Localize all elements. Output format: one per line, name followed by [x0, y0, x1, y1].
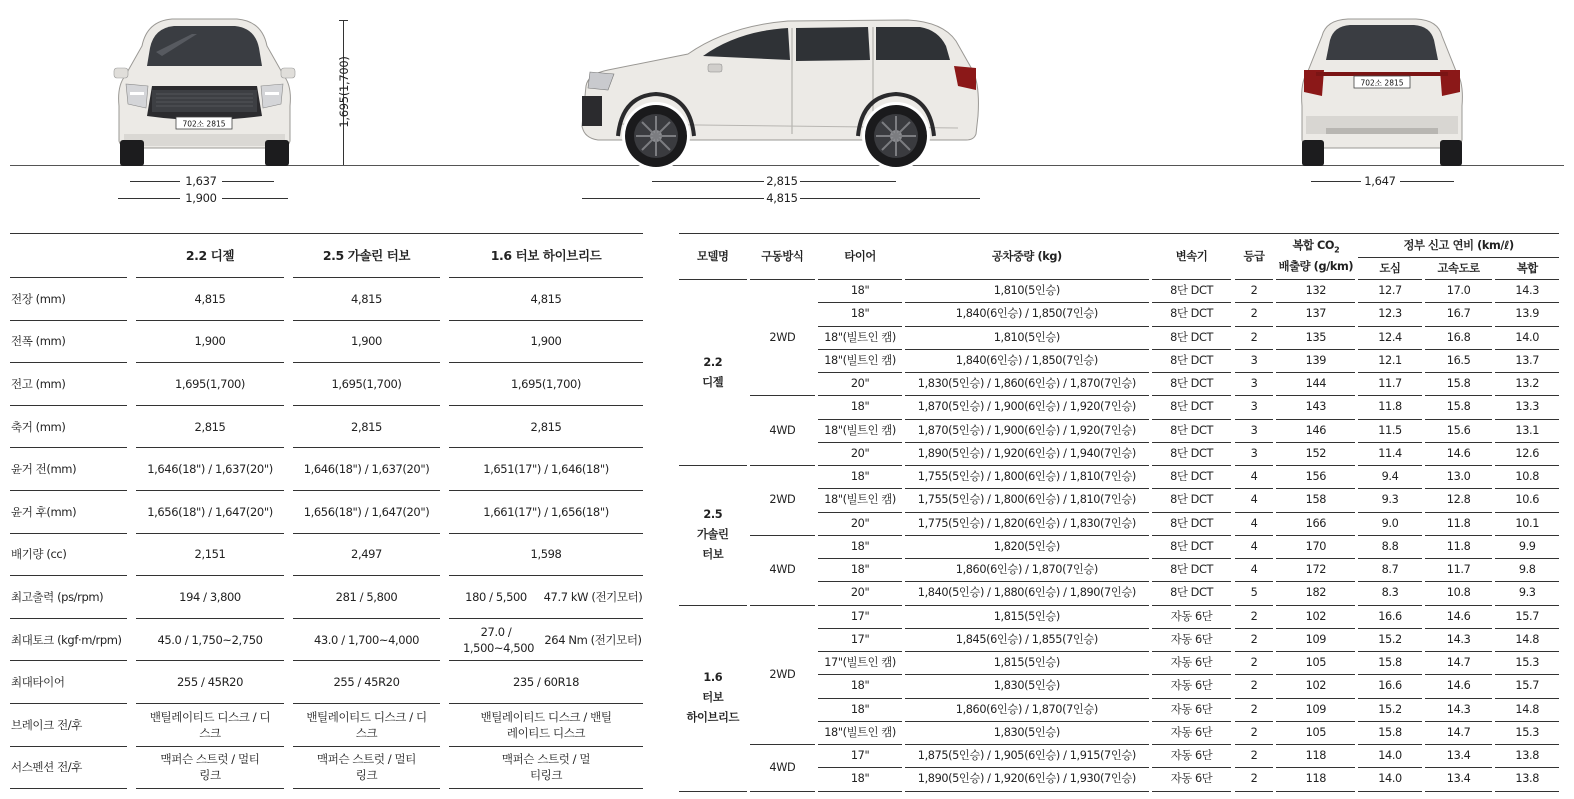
- spec-cell: 2,815: [293, 405, 440, 448]
- eff-header-tire: 타이어: [818, 234, 902, 280]
- eff-drive-cell: 4WD: [750, 535, 815, 605]
- eff-weight: 1,890(5인승) / 1,920(6인승) / 1,940(7인승): [905, 442, 1149, 465]
- eff-trans: 8단 DCT: [1152, 303, 1232, 326]
- spec-cell: 4,815: [449, 278, 643, 321]
- eff-drive-cell: 2WD: [750, 605, 815, 745]
- spec-label: 최대타이어: [10, 661, 127, 704]
- spec-cell: 2,815: [449, 405, 643, 448]
- eff-co2: 137: [1276, 303, 1355, 326]
- spec-cell: 1,900: [293, 320, 440, 363]
- spec-cell: 4,815: [293, 278, 440, 321]
- eff-trans: 8단 DCT: [1152, 466, 1232, 489]
- eff-co2: 166: [1276, 512, 1355, 535]
- eff-model-name: 하이브리드: [686, 711, 740, 724]
- height-dim-label: 1,695(1,700): [337, 56, 351, 128]
- eff-co2: 139: [1276, 349, 1355, 372]
- eff-tire: 18"(빌트인 캠): [818, 721, 902, 744]
- car-side-view-image: [578, 16, 983, 168]
- eff-co2: 172: [1276, 559, 1355, 582]
- eff-city: 9.3: [1358, 489, 1421, 512]
- eff-grade: 2: [1235, 303, 1274, 326]
- eff-trans: 8단 DCT: [1152, 512, 1232, 535]
- eff-city: 11.8: [1358, 396, 1421, 419]
- eff-highway: 14.6: [1425, 442, 1493, 465]
- eff-city: 8.3: [1358, 582, 1421, 605]
- eff-combined: 9.9: [1495, 535, 1559, 558]
- eff-highway: 14.3: [1425, 698, 1493, 721]
- eff-model-cell: [679, 466, 747, 606]
- spec-cell: 1,646(18") / 1,637(20"): [136, 448, 284, 491]
- eff-trans: 8단 DCT: [1152, 489, 1232, 512]
- eff-city: 16.6: [1358, 605, 1421, 628]
- spec-row: [10, 661, 643, 704]
- eff-city: 9.4: [1358, 466, 1421, 489]
- eff-combined: 13.7: [1495, 349, 1559, 372]
- eff-city: 15.8: [1358, 652, 1421, 675]
- spec-row: [10, 618, 643, 661]
- eff-tire: 20": [818, 373, 902, 396]
- eff-weight: 1,840(6인승) / 1,850(7인승): [905, 349, 1149, 372]
- eff-grade: 3: [1235, 349, 1274, 372]
- spec-header-row: [10, 234, 643, 278]
- eff-trans: 8단 DCT: [1152, 419, 1232, 442]
- eff-grade: 2: [1235, 768, 1274, 791]
- front-plate-text: 702소 2815: [182, 119, 226, 129]
- eff-weight: 1,775(5인승) / 1,820(6인승) / 1,830(7인승): [905, 512, 1149, 535]
- eff-trans: 8단 DCT: [1152, 373, 1232, 396]
- spec-label: 윤거 후(mm): [10, 490, 127, 533]
- eff-trans: 자동 6단: [1152, 605, 1232, 628]
- wheelbase-label: 2,815: [766, 174, 798, 188]
- spec-cell: 43.0 / 1,700~4,000: [293, 618, 440, 661]
- eff-co2: 182: [1276, 582, 1355, 605]
- spec-label: 전고 (mm): [10, 363, 127, 406]
- eff-grade: 2: [1235, 721, 1274, 744]
- spec-cell: 1,900: [449, 320, 643, 363]
- eff-co2: 102: [1276, 605, 1355, 628]
- eff-co2: 143: [1276, 396, 1355, 419]
- eff-header-model: 모델명: [679, 234, 747, 280]
- eff-tire: 18": [818, 559, 902, 582]
- eff-highway: 10.8: [1425, 582, 1493, 605]
- spec-cell: 45.0 / 1,750~2,750: [136, 618, 284, 661]
- eff-tire: 18"(빌트인 캠): [818, 489, 902, 512]
- eff-combined: 15.7: [1495, 675, 1559, 698]
- eff-model-name: 2.5: [703, 508, 723, 522]
- eff-header-highway: 고속도로: [1425, 258, 1493, 280]
- eff-grade: 2: [1235, 652, 1274, 675]
- length-label: 4,815: [766, 191, 798, 205]
- eff-co2: 118: [1276, 768, 1355, 791]
- eff-highway: 16.5: [1425, 349, 1493, 372]
- eff-header-trans: 변속기: [1152, 234, 1232, 280]
- efficiency-table: [679, 233, 1559, 792]
- eff-highway: 14.7: [1425, 652, 1493, 675]
- eff-model-name: 터보: [702, 548, 724, 562]
- eff-highway: 15.8: [1425, 373, 1493, 396]
- spec-label: 최대토크 (kgf·m/rpm): [10, 618, 127, 661]
- eff-co2: 109: [1276, 628, 1355, 651]
- eff-combined: 14.8: [1495, 628, 1559, 651]
- eff-model-name: 터보: [702, 691, 724, 704]
- eff-co2: 105: [1276, 721, 1355, 744]
- spec-cell: 264 Nm (전기모터): [543, 618, 643, 661]
- spec-label: 브레이크 전/후: [10, 703, 127, 746]
- eff-highway: 13.4: [1425, 768, 1493, 791]
- eff-highway: 12.8: [1425, 489, 1493, 512]
- spec-cell: 밴틸레이티드 디스크 / 디스크: [293, 703, 440, 746]
- spec-row: [10, 320, 643, 363]
- spec-row: [10, 746, 643, 789]
- eff-co2: 118: [1276, 745, 1355, 768]
- eff-city: 14.0: [1358, 768, 1421, 791]
- eff-trans: 자동 6단: [1152, 768, 1232, 791]
- spec-cell: 47.7 kW (전기모터): [543, 576, 643, 619]
- spec-label: 최고출력 (ps/rpm): [10, 576, 127, 619]
- eff-model-name: 2.2: [703, 355, 723, 369]
- eff-grade: 3: [1235, 396, 1274, 419]
- eff-city: 8.8: [1358, 535, 1421, 558]
- eff-weight: 1,830(5인승): [905, 721, 1149, 744]
- eff-combined: 15.7: [1495, 605, 1559, 628]
- eff-highway: 14.3: [1425, 628, 1493, 651]
- eff-co2: 105: [1276, 652, 1355, 675]
- spec-cell: 235 / 60R18: [449, 661, 643, 704]
- spec-row: [10, 703, 643, 746]
- eff-drive-cell: 2WD: [750, 280, 815, 396]
- eff-grade: 2: [1235, 745, 1274, 768]
- eff-weight: 1,870(5인승) / 1,900(6인승) / 1,920(7인승): [905, 419, 1149, 442]
- eff-grade: 5: [1235, 582, 1274, 605]
- spec-label: 서스펜션 전/후: [10, 746, 127, 789]
- eff-tire: 20": [818, 442, 902, 465]
- eff-grade: 3: [1235, 442, 1274, 465]
- eff-trans: 자동 6단: [1152, 628, 1232, 651]
- eff-combined: 13.3: [1495, 396, 1559, 419]
- spec-header-diesel: 2.2 디젤: [136, 234, 284, 278]
- eff-body: [679, 280, 1559, 792]
- eff-combined: 10.6: [1495, 489, 1559, 512]
- eff-trans: 8단 DCT: [1152, 349, 1232, 372]
- eff-tire: 18": [818, 280, 902, 303]
- eff-highway: 14.6: [1425, 675, 1493, 698]
- spec-row: [10, 363, 643, 406]
- eff-combined: 14.8: [1495, 698, 1559, 721]
- eff-combined: 10.8: [1495, 466, 1559, 489]
- eff-co2: 102: [1276, 675, 1355, 698]
- eff-co2: 158: [1276, 489, 1355, 512]
- eff-trans: 8단 DCT: [1152, 442, 1232, 465]
- eff-city: 15.2: [1358, 628, 1421, 651]
- eff-trans: 8단 DCT: [1152, 326, 1232, 349]
- eff-tire: 17": [818, 628, 902, 651]
- eff-highway: 11.8: [1425, 535, 1493, 558]
- eff-header-co2: 복합 $CO_2$ 배출량 (g/km): [1276, 234, 1355, 280]
- eff-highway: 14.6: [1425, 605, 1493, 628]
- spec-cell: 1,656(18") / 1,647(20"): [293, 490, 440, 533]
- eff-weight: 1,830(5인승) / 1,860(6인승) / 1,870(7인승): [905, 373, 1149, 396]
- eff-highway: 13.0: [1425, 466, 1493, 489]
- eff-trans: 자동 6단: [1152, 652, 1232, 675]
- eff-row: [679, 466, 1559, 489]
- eff-grade: 2: [1235, 326, 1274, 349]
- eff-city: 11.7: [1358, 373, 1421, 396]
- eff-highway: 14.7: [1425, 721, 1493, 744]
- spec-cell: 2,151: [136, 533, 284, 576]
- eff-co2: 156: [1276, 466, 1355, 489]
- eff-co2: 152: [1276, 442, 1355, 465]
- spec-header-hybrid: 1.6 터보 하이브리드: [449, 234, 643, 278]
- eff-weight: 1,860(6인승) / 1,870(7인승): [905, 559, 1149, 582]
- eff-weight: 1,875(5인승) / 1,905(6인승) / 1,915(7인승): [905, 745, 1149, 768]
- eff-header-city: 도심: [1358, 258, 1421, 280]
- eff-grade: 2: [1235, 698, 1274, 721]
- eff-tire: 18": [818, 535, 902, 558]
- eff-city: 12.4: [1358, 326, 1421, 349]
- spec-cell: 281 / 5,800: [293, 576, 440, 619]
- spec-cell: 1,598: [449, 533, 643, 576]
- eff-city: 15.2: [1358, 698, 1421, 721]
- eff-combined: 9.3: [1495, 582, 1559, 605]
- spec-cell: 1,900: [136, 320, 284, 363]
- spec-label: 윤거 전(mm): [10, 448, 127, 491]
- eff-highway: 15.8: [1425, 396, 1493, 419]
- eff-weight: 1,755(5인승) / 1,800(6인승) / 1,810(7인승): [905, 489, 1149, 512]
- eff-tire: 18": [818, 466, 902, 489]
- eff-combined: 13.2: [1495, 373, 1559, 396]
- eff-combined: 14.0: [1495, 326, 1559, 349]
- spec-cell: 255 / 45R20: [293, 661, 440, 704]
- spec-row: [10, 490, 643, 533]
- eff-trans: 8단 DCT: [1152, 535, 1232, 558]
- eff-row: [679, 745, 1559, 768]
- eff-weight: 1,810(5인승): [905, 280, 1149, 303]
- eff-highway: 13.4: [1425, 745, 1493, 768]
- eff-row: [679, 280, 1559, 303]
- eff-row: [679, 535, 1559, 558]
- eff-model-name: 1.6: [703, 671, 723, 684]
- eff-row: [679, 605, 1559, 628]
- eff-trans: 8단 DCT: [1152, 396, 1232, 419]
- eff-city: 14.0: [1358, 745, 1421, 768]
- spec-cell: 1,695(1,700): [136, 363, 284, 406]
- eff-city: 12.1: [1358, 349, 1421, 372]
- eff-tire: 18": [818, 303, 902, 326]
- eff-weight: 1,830(5인승): [905, 675, 1149, 698]
- eff-tire: 18": [818, 675, 902, 698]
- spec-cell: 1,695(1,700): [293, 363, 440, 406]
- eff-city: 9.0: [1358, 512, 1421, 535]
- spec-cell: 1,646(18") / 1,637(20"): [293, 448, 440, 491]
- eff-grade: 2: [1235, 675, 1274, 698]
- spec-cell: 1,656(18") / 1,647(20"): [136, 490, 284, 533]
- eff-tire: 18": [818, 396, 902, 419]
- eff-weight: 1,870(5인승) / 1,900(6인승) / 1,920(7인승): [905, 396, 1149, 419]
- spec-cell: 1,661(17") / 1,656(18"): [449, 490, 643, 533]
- eff-tire: 18"(빌트인 캠): [818, 419, 902, 442]
- eff-highway: 16.8: [1425, 326, 1493, 349]
- spec-cell: 4,815: [136, 278, 284, 321]
- eff-weight: 1,860(6인승) / 1,870(7인승): [905, 698, 1149, 721]
- eff-combined: 15.3: [1495, 721, 1559, 744]
- eff-grade: 2: [1235, 628, 1274, 651]
- eff-combined: 9.8: [1495, 559, 1559, 582]
- eff-city: 15.8: [1358, 721, 1421, 744]
- spec-row: [10, 576, 643, 619]
- eff-tire: 17": [818, 605, 902, 628]
- eff-city: 16.6: [1358, 675, 1421, 698]
- eff-trans: 8단 DCT: [1152, 559, 1232, 582]
- eff-trans: 자동 6단: [1152, 675, 1232, 698]
- spec-cell: 2,497: [293, 533, 440, 576]
- eff-trans: 자동 6단: [1152, 721, 1232, 744]
- eff-highway: 11.7: [1425, 559, 1493, 582]
- dimensions-diagram: [0, 0, 1574, 215]
- eff-tire: 18"(빌트인 캠): [818, 326, 902, 349]
- eff-row: [679, 396, 1559, 419]
- spec-cell: 180 / 5,500: [449, 576, 543, 619]
- eff-trans: 8단 DCT: [1152, 582, 1232, 605]
- eff-co2: 144: [1276, 373, 1355, 396]
- car-rear-view-image: [1296, 16, 1468, 168]
- eff-drive-cell: 4WD: [750, 396, 815, 466]
- eff-drive-cell: 4WD: [750, 745, 815, 792]
- eff-trans: 자동 6단: [1152, 698, 1232, 721]
- car-front-view-image: [112, 16, 297, 168]
- eff-header-weight: 공차중량 (kg): [905, 234, 1149, 280]
- eff-city: 8.7: [1358, 559, 1421, 582]
- eff-grade: 3: [1235, 373, 1274, 396]
- eff-combined: 13.9: [1495, 303, 1559, 326]
- front-width-label: 1,900: [185, 191, 217, 205]
- spec-cell: 맥퍼슨 스트럿 / 멀티링크: [449, 746, 643, 789]
- eff-drive-cell: 2WD: [750, 466, 815, 536]
- eff-trans: 자동 6단: [1152, 745, 1232, 768]
- eff-city: 12.3: [1358, 303, 1421, 326]
- spec-row: [10, 278, 643, 321]
- eff-tire: 18": [818, 698, 902, 721]
- eff-tire: 17": [818, 745, 902, 768]
- eff-grade: 2: [1235, 605, 1274, 628]
- eff-weight: 1,755(5인승) / 1,800(6인승) / 1,810(7인승): [905, 466, 1149, 489]
- eff-combined: 13.8: [1495, 768, 1559, 791]
- spec-cell: 1,651(17") / 1,646(18"): [449, 448, 643, 491]
- eff-model-cell: [679, 280, 747, 466]
- eff-co2: 109: [1276, 698, 1355, 721]
- eff-model-name: 디젤: [702, 375, 724, 389]
- eff-grade: 4: [1235, 489, 1274, 512]
- spec-label: 축거 (mm): [10, 405, 127, 448]
- eff-combined: 13.8: [1495, 745, 1559, 768]
- eff-header-fuel: 정부 신고 연비 (km/ℓ): [1358, 234, 1559, 258]
- eff-grade: 4: [1235, 559, 1274, 582]
- spec-cell: 27.0 / 1,500~4,500: [449, 618, 543, 661]
- spec-cell: 255 / 45R20: [136, 661, 284, 704]
- eff-tire: 18": [818, 768, 902, 791]
- eff-co2: 146: [1276, 419, 1355, 442]
- eff-tire: 17"(빌트인 캠): [818, 652, 902, 675]
- spec-label: 전폭 (mm): [10, 320, 127, 363]
- eff-header-drive: 구동방식: [750, 234, 815, 280]
- rear-track-label: 1,647: [1364, 174, 1396, 188]
- eff-header-grade: 등급: [1235, 234, 1274, 280]
- eff-trans: 8단 DCT: [1152, 280, 1232, 303]
- spec-cell: 밴틸레이티드 디스크 / 밴틸레이티드 디스크: [449, 703, 643, 746]
- eff-weight: 1,810(5인승): [905, 326, 1149, 349]
- spec-cell: 맥퍼슨 스트럿 / 멀티링크: [136, 746, 284, 789]
- eff-highway: 17.0: [1425, 280, 1493, 303]
- spec-cell: 194 / 3,800: [136, 576, 284, 619]
- front-track-label: 1,637: [185, 174, 217, 188]
- eff-weight: 1,820(5인승): [905, 535, 1149, 558]
- eff-weight: 1,815(5인승): [905, 652, 1149, 675]
- eff-header-row: [679, 234, 1559, 258]
- eff-weight: 1,890(5인승) / 1,920(6인승) / 1,930(7인승): [905, 768, 1149, 791]
- eff-tire: 20": [818, 582, 902, 605]
- spec-cell: 밴틸레이티드 디스크 / 디스크: [136, 703, 284, 746]
- spec-label: 배기량 (cc): [10, 533, 127, 576]
- eff-grade: 4: [1235, 535, 1274, 558]
- spec-cell: 맥퍼슨 스트럿 / 멀티링크: [293, 746, 440, 789]
- rear-plate-text: 702소 2815: [1360, 78, 1404, 88]
- eff-grade: 4: [1235, 512, 1274, 535]
- eff-highway: 16.7: [1425, 303, 1493, 326]
- spec-header-gasoline: 2.5 가솔린 터보: [293, 234, 440, 278]
- spec-cell: 2,815: [136, 405, 284, 448]
- spec-row: [10, 405, 643, 448]
- eff-grade: 2: [1235, 280, 1274, 303]
- eff-combined: 12.6: [1495, 442, 1559, 465]
- eff-combined: 10.1: [1495, 512, 1559, 535]
- eff-tire: 18"(빌트인 캠): [818, 349, 902, 372]
- eff-highway: 15.6: [1425, 419, 1493, 442]
- eff-weight: 1,815(5인승): [905, 605, 1149, 628]
- eff-grade: 3: [1235, 419, 1274, 442]
- eff-combined: 14.3: [1495, 280, 1559, 303]
- eff-weight: 1,840(5인승) / 1,880(6인승) / 1,890(7인승): [905, 582, 1149, 605]
- eff-weight: 1,845(6인승) / 1,855(7인승): [905, 628, 1149, 651]
- eff-model-name: 가솔린: [696, 528, 729, 542]
- eff-grade: 4: [1235, 466, 1274, 489]
- eff-highway: 11.8: [1425, 512, 1493, 535]
- spec-cell: 1,695(1,700): [449, 363, 643, 406]
- eff-co2: 170: [1276, 535, 1355, 558]
- eff-header-combined: 복합: [1495, 258, 1559, 280]
- eff-tire: 20": [818, 512, 902, 535]
- spec-label: 전장 (mm): [10, 278, 127, 321]
- eff-city: 11.4: [1358, 442, 1421, 465]
- eff-model-cell: [679, 605, 747, 791]
- eff-co2: 132: [1276, 280, 1355, 303]
- spec-row: [10, 533, 643, 576]
- eff-city: 11.5: [1358, 419, 1421, 442]
- eff-city: 12.7: [1358, 280, 1421, 303]
- spec-table: [10, 233, 643, 789]
- eff-combined: 15.3: [1495, 652, 1559, 675]
- eff-weight: 1,840(6인승) / 1,850(7인승): [905, 303, 1149, 326]
- spec-row: [10, 448, 643, 491]
- eff-co2: 135: [1276, 326, 1355, 349]
- eff-combined: 13.1: [1495, 419, 1559, 442]
